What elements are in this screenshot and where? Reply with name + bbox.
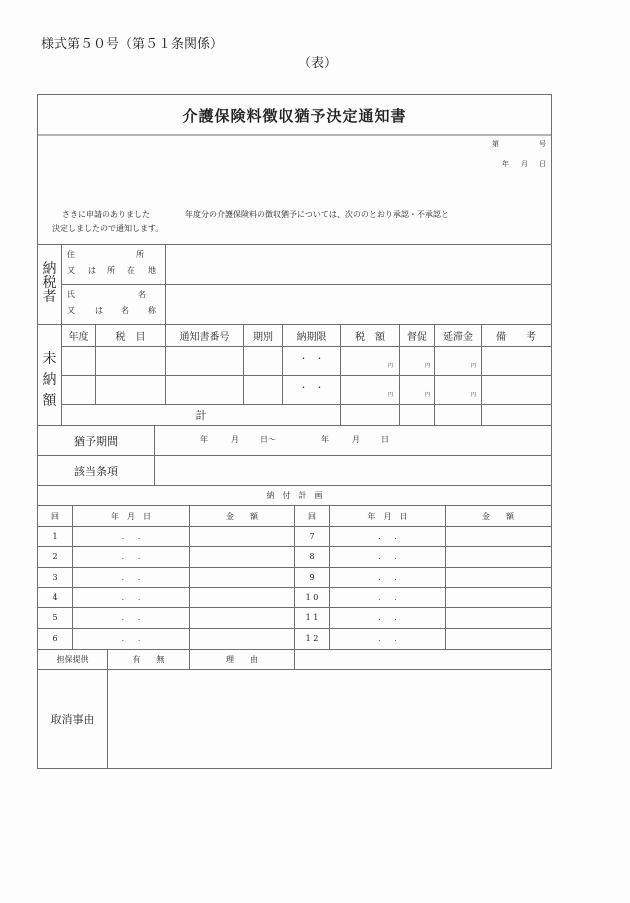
address-label-char: 又 [67, 266, 75, 275]
plan-amount-left[interactable] [190, 547, 294, 566]
cell-period[interactable] [244, 347, 282, 375]
col-header-late-fee: 延滞金 [443, 332, 473, 343]
taxpayer-section-label [38, 262, 61, 304]
plan-no-right: 7 [309, 532, 315, 541]
collateral-reason-label: 理 由 [226, 655, 258, 664]
plan-amount-left[interactable] [190, 629, 294, 648]
plan-amount-left[interactable] [190, 568, 294, 587]
plan-header-amount-left: 金 額 [226, 511, 258, 521]
cancellation-reason-label: 取消事由 [50, 713, 95, 726]
plan-date-right[interactable]: . . [378, 634, 397, 643]
cell-year[interactable] [62, 347, 95, 375]
col-header-due-date: 納期限 [296, 332, 327, 343]
plan-amount-right[interactable] [446, 568, 550, 587]
label-char: 額 [42, 393, 57, 409]
date-day: 日 [539, 160, 546, 168]
cell-remarks[interactable] [482, 347, 550, 375]
name-label-char: 名 [138, 290, 146, 299]
plan-date-left[interactable]: . . [121, 634, 141, 643]
collateral-reason-field[interactable] [295, 650, 550, 669]
grace-end-day: 日 [381, 435, 389, 444]
plan-header-no-left: 回 [51, 511, 59, 521]
plan-no-left: 1 [52, 532, 58, 541]
plan-no-left: 3 [52, 573, 58, 582]
label-char: 未 [42, 351, 57, 367]
address-label-char: 所 [107, 266, 115, 275]
cell-year[interactable] [62, 376, 95, 404]
col-header-tax-item: 税 目 [115, 332, 146, 343]
plan-no-left: 6 [52, 634, 58, 643]
plan-date-right[interactable]: . . [378, 573, 397, 582]
address-label-char: 所 [136, 250, 144, 259]
cell-tax-item[interactable] [96, 376, 165, 404]
cell-late-fee[interactable]: 円 [470, 392, 476, 398]
cell-notice-number[interactable] [166, 376, 243, 404]
plan-date-left[interactable]: . . [121, 573, 141, 582]
plan-header-date-left: 年 月 日 [111, 511, 151, 521]
applicable-clause-label: 該当条項 [74, 464, 118, 478]
cell-dunning[interactable]: 円 [424, 363, 430, 369]
label-char: 者 [42, 289, 57, 305]
plan-date-right[interactable]: . . [378, 593, 397, 602]
plan-date-right[interactable]: . . [378, 613, 397, 622]
grace-period-label: 猶予期間 [74, 434, 118, 448]
address-label-char: 地 [148, 266, 156, 275]
col-header-remarks: 備 考 [496, 332, 536, 343]
plan-no-right: 9 [309, 573, 315, 582]
date-month: 月 [521, 160, 528, 168]
plan-amount-right[interactable] [446, 629, 550, 648]
label-char: 税 [42, 275, 57, 291]
grace-start-month: 月 [231, 435, 239, 444]
divider [38, 134, 551, 136]
plan-no-left: 4 [52, 593, 58, 602]
plan-date-right[interactable]: . . [378, 552, 397, 561]
cell-tax-item[interactable] [96, 347, 165, 375]
col-header-dunning: 督促 [407, 332, 427, 343]
plan-no-right: 1 0 [305, 593, 319, 602]
applicable-clause-field[interactable] [155, 456, 550, 485]
grace-end-year: 年 [321, 435, 329, 444]
grace-start-year: 年 [200, 435, 208, 444]
plan-amount-left[interactable] [190, 527, 294, 546]
address-label-char: 住 [67, 250, 75, 259]
name-label-char: は [95, 306, 103, 315]
intro-text-1a: さきに申請のありました [62, 210, 150, 219]
plan-amount-left[interactable] [190, 608, 294, 627]
plan-date-left[interactable]: . . [121, 532, 141, 541]
form-number-label: 様式第５０号（第５１条関係） [41, 37, 224, 52]
name-label-char: 称 [148, 306, 156, 315]
total-label: 計 [195, 409, 207, 422]
cell-due-date[interactable]: ・ ・ [299, 382, 324, 392]
plan-date-right[interactable]: . . [378, 532, 397, 541]
plan-amount-right[interactable] [446, 547, 550, 566]
plan-no-right: 1 2 [305, 634, 319, 643]
address-label-char: 在 [127, 266, 135, 275]
intro-text-1b: 年度分の介護保険料の徴収猶予については、次ののとおり承認・不承認と [185, 210, 449, 219]
plan-amount-right[interactable] [446, 588, 550, 607]
date-year: 年 [502, 160, 509, 168]
plan-amount-left[interactable] [190, 588, 294, 607]
name-label-char: 又 [67, 306, 75, 315]
intro-text-2: 決定しましたので通知します。 [52, 224, 164, 233]
plan-no-left: 5 [52, 613, 58, 622]
cell-dunning[interactable]: 円 [424, 392, 430, 398]
cell-remarks[interactable] [482, 376, 550, 404]
name-field[interactable] [166, 285, 550, 324]
col-header-tax-amount: 税 額 [355, 332, 385, 343]
plan-date-left[interactable]: . . [121, 593, 141, 602]
grace-period-field[interactable] [155, 426, 550, 455]
document-title: 介護保険料徴収猶予決定通知書 [182, 106, 407, 125]
label-char: 納 [42, 261, 57, 277]
front-side-label: （表） [298, 56, 338, 71]
cell-late-fee[interactable]: 円 [470, 363, 476, 369]
name-label-char: 氏 [67, 290, 75, 299]
plan-header-amount-right: 金 額 [482, 511, 514, 521]
name-label-char: 名 [121, 306, 129, 315]
label-char: 納 [42, 372, 57, 388]
plan-date-left[interactable]: . . [121, 613, 141, 622]
collateral-label: 担保提供 [56, 655, 89, 664]
col-header-period: 期別 [253, 332, 273, 343]
number-suffix: 号 [539, 140, 546, 148]
grace-start-day: 日～ [260, 435, 276, 444]
plan-no-right: 8 [309, 552, 315, 561]
cell-tax-amount[interactable]: 円 [387, 392, 393, 398]
plan-amount-right[interactable] [446, 527, 550, 546]
cell-tax-amount[interactable]: 円 [387, 363, 393, 369]
plan-date-left[interactable]: . . [121, 552, 141, 561]
plan-header-no-right: 回 [308, 511, 316, 521]
col-header-year: 年度 [68, 332, 89, 343]
plan-amount-right[interactable] [446, 608, 550, 627]
plan-header-date-right: 年 月 日 [367, 511, 408, 521]
collateral-yes-no-option[interactable]: 有 無 [132, 655, 165, 664]
plan-no-left: 2 [52, 552, 58, 561]
payment-plan-title: 納 付 計 画 [266, 491, 323, 500]
grace-end-month: 月 [352, 435, 360, 444]
cell-notice-number[interactable] [166, 347, 243, 375]
address-label-char: は [88, 266, 96, 275]
unpaid-section-label [38, 349, 61, 412]
cancellation-reason-field[interactable] [108, 670, 550, 767]
cell-due-date[interactable]: ・ ・ [299, 353, 324, 363]
col-header-notice-number: 通知書番号 [179, 332, 230, 343]
number-prefix: 第 [492, 140, 499, 148]
plan-no-right: 1 1 [305, 613, 319, 622]
cell-period[interactable] [244, 376, 282, 404]
address-field[interactable] [166, 245, 550, 284]
